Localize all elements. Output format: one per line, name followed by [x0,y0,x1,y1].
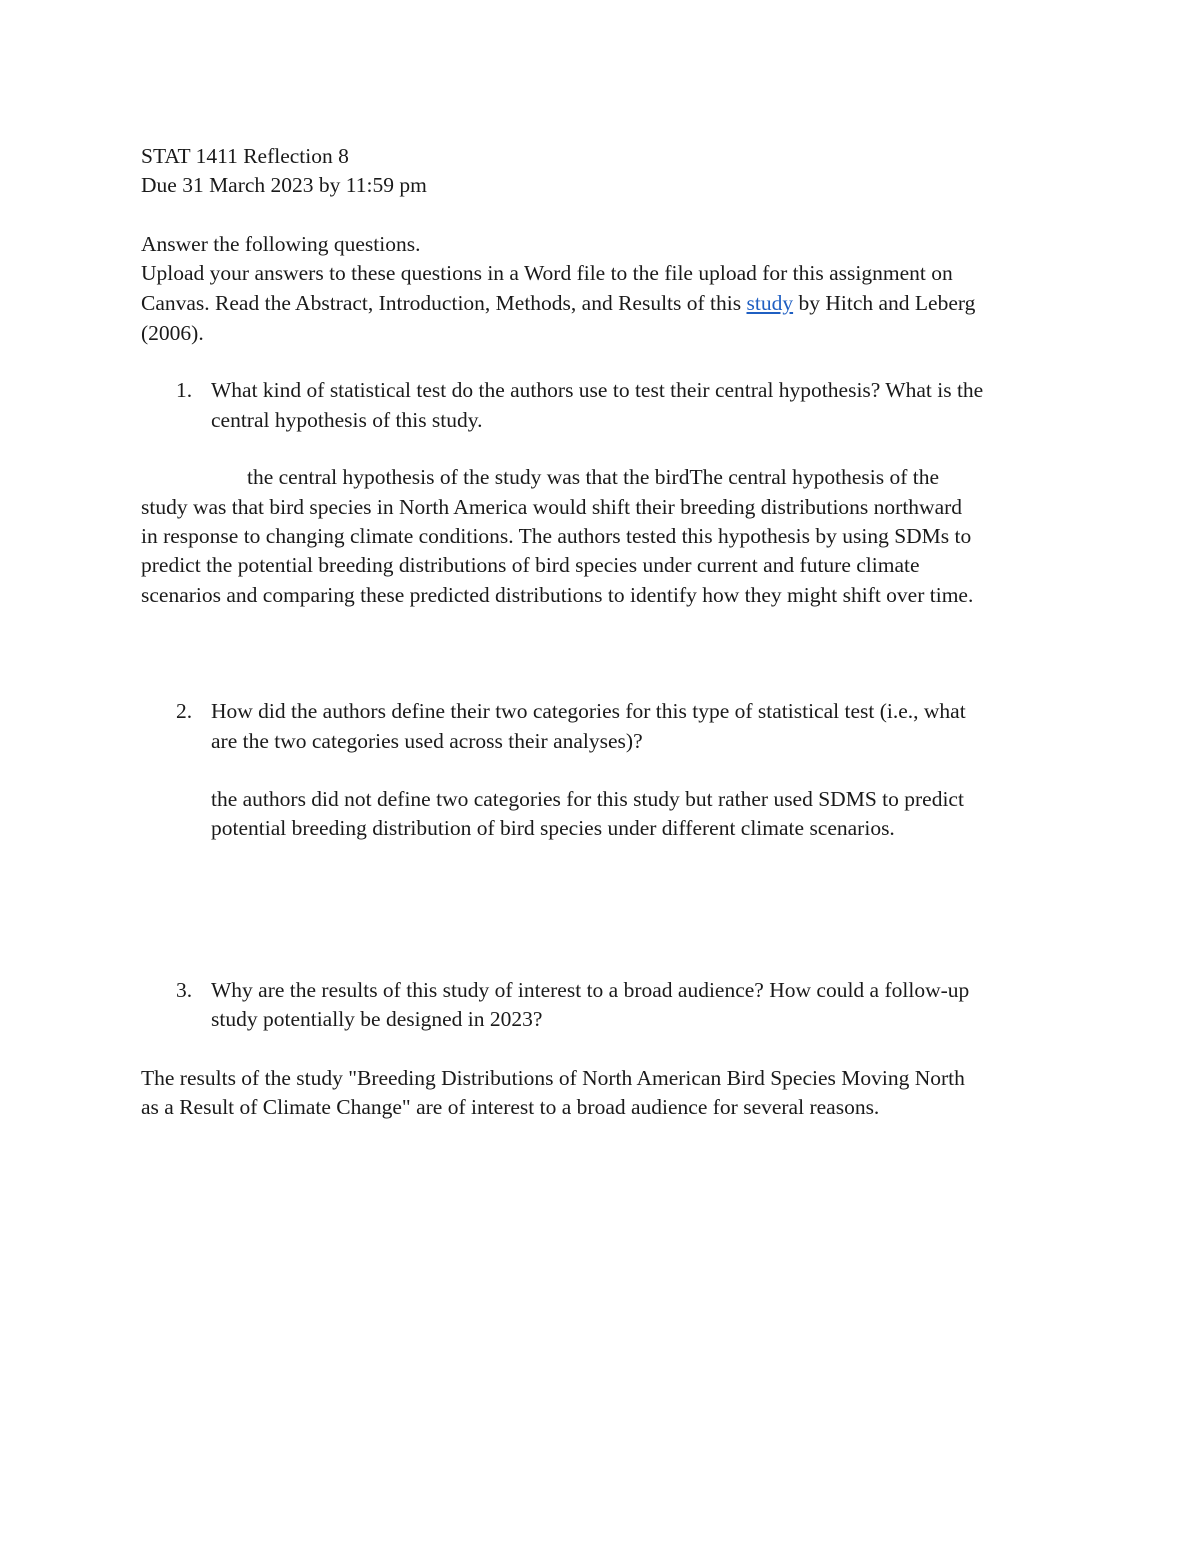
question-3-line-2: study potentially be designed in 2023? [211,1007,543,1031]
upload-instruction-line-3: (2006). [141,321,204,345]
upload-instruction-line-1: Upload your answers to these questions in a Word file to the file upload for this assignment on [141,261,953,285]
answer-1-line: study was that bird species in North America would shift their breeding distributions northward [141,495,963,519]
question-2-line-1: How did the authors define their two categories for this type of statistical test (i.e., what [211,699,966,723]
due-date: Due 31 March 2023 by 11:59 pm [141,173,427,197]
question-2-line-2: are the two categories used across their analyses)? [211,729,643,753]
answer-3-line: as a Result of Climate Change" are of interest to a broad audience for several reasons. [141,1095,880,1119]
question-number: 2. [176,699,193,723]
study-link[interactable]: study [746,291,794,315]
document-title: STAT 1411 Reflection 8 [141,144,349,168]
upload-instruction-text-after: by Hitch and Leberg [793,291,976,315]
question-3-line-1: Why are the results of this study of interest to a broad audience? How could a follow-up [211,978,970,1002]
upload-instruction-line-2 [141,288,975,318]
question-number: 1. [176,378,193,402]
answer-2-line: the authors did not define two categories for this study but rather used SDMS to predict [211,787,964,811]
answer-1-line: the central hypothesis of the study was that the birdThe central hypothesis of the [247,465,939,489]
answer-1-line: scenarios and comparing these predicted distributions to identify how they might shift over time. [141,583,974,607]
question-number: 3. [176,978,193,1002]
question-1-line-1: What kind of statistical test do the authors use to test their central hypothesis? What is the [211,378,984,402]
instruction-text: Answer the following questions. [141,232,421,256]
upload-instruction-text: Canvas. Read the Abstract, Introduction, Methods, and Results of this [141,291,747,315]
answer-1-line: predict the potential breeding distributions of bird species under current and future climate [141,553,920,577]
answer-1-line: in response to changing climate conditions. The authors tested this hypothesis by using SDMs to [141,524,972,548]
answer-2-line: potential breeding distribution of bird species under different climate scenarios. [211,816,895,840]
question-1-line-2: central hypothesis of this study. [211,408,483,432]
answer-3-line: The results of the study "Breeding Distributions of North American Bird Species Moving North [141,1066,965,1090]
